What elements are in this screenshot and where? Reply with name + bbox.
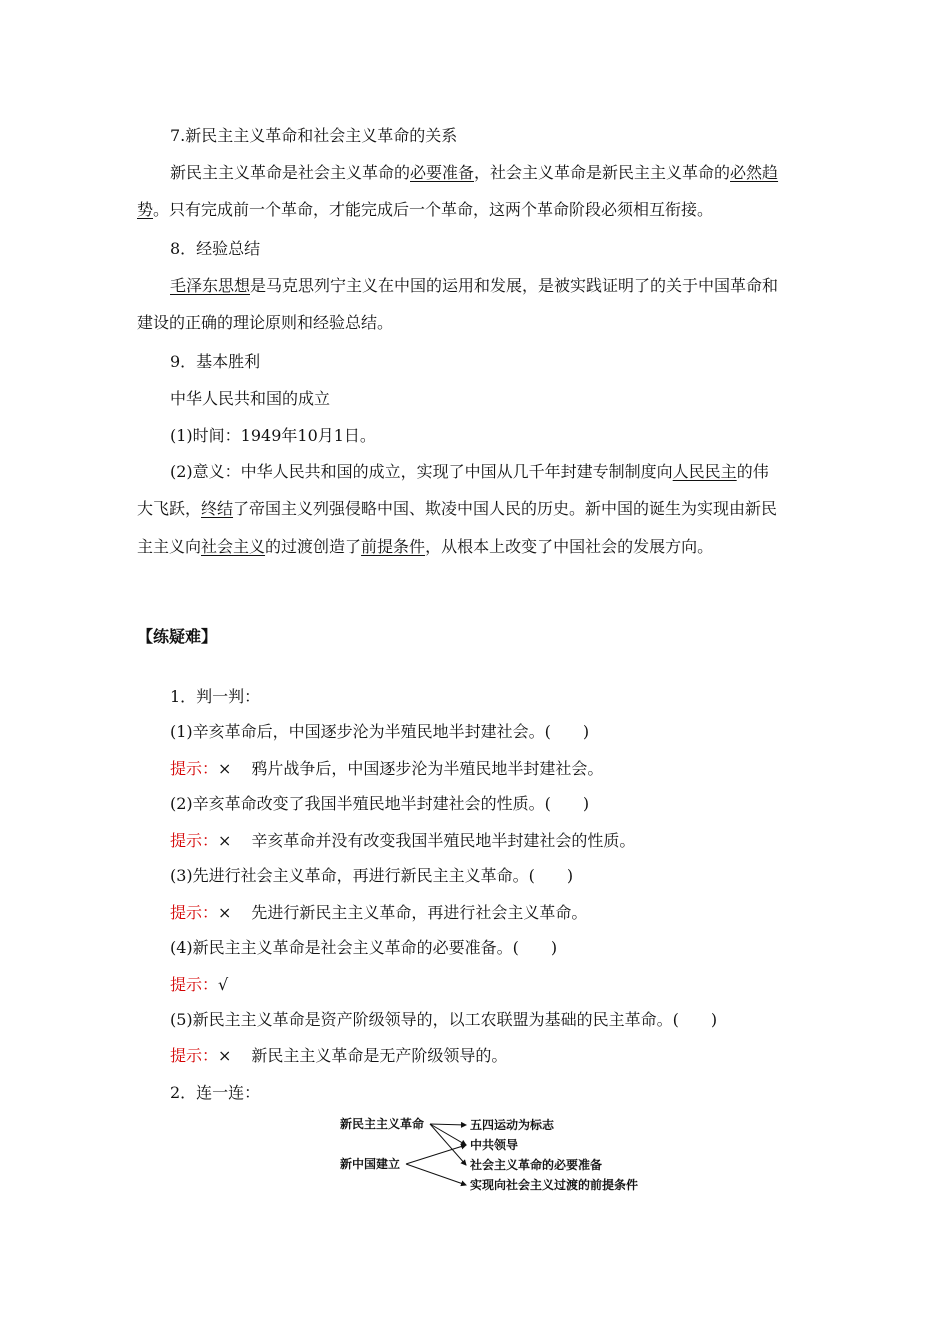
hint-label: 提示： [170, 975, 219, 994]
underlined-term: 必然趋 [730, 163, 779, 182]
question-5: (5)新民主主义革命是资产阶级领导的，以工农联盟为基础的民主革命。( ) [170, 1010, 718, 1029]
hint-4: 提示：√ [170, 975, 229, 994]
underlined-term: 必要准备 [410, 163, 475, 182]
question-1: (1)辛亥革命后，中国逐步沦为半殖民地半封建社会。( ) [170, 722, 590, 741]
section-8-line-1: 毛泽东思想是马克思列宁主义在中国的运用和发展，是被实践证明了的关于中国革命和 [170, 276, 779, 295]
section-9-meaning-line-1: (2)意义：中华人民共和国的成立，实现了中国从几千年封建专制制度向人民民主的伟 [170, 462, 769, 481]
section-9-meaning-line-2: 大飞跃，终结了帝国主义列强侵略中国、欺凌中国人民的历史。新中国的诞生为实现由新民 [137, 499, 778, 518]
diagram-right-3: 社会主义革命的必要准备 [470, 1158, 603, 1172]
connector-line [406, 1164, 466, 1185]
underlined-term: 终结 [201, 499, 234, 518]
diagram-right-1: 五四运动为标志 [470, 1118, 555, 1132]
hint-2: 提示：× 辛亥革命并没有改变我国半殖民地半封建社会的性质。 [170, 831, 636, 850]
connector-line [430, 1124, 466, 1165]
section-9-time: (1)时间：1949年10月1日。 [170, 426, 376, 445]
hint-3: 提示：× 先进行新民主主义革命，再进行社会主义革命。 [170, 903, 588, 922]
section-8-heading: 8．经验总结 [170, 239, 261, 258]
hint-label: 提示： [170, 1046, 219, 1065]
connector-line [430, 1124, 466, 1145]
underlined-term: 社会主义 [201, 537, 266, 556]
judge-heading: 1．判一判： [170, 687, 261, 706]
underlined-term: 人民民主 [672, 462, 737, 481]
diagram-left-1: 新民主主义革命 [340, 1117, 425, 1131]
diagram-right-4: 实现向社会主义过渡的前提条件 [470, 1178, 639, 1192]
diagram-left-2: 新中国建立 [340, 1157, 401, 1171]
hint-label: 提示： [170, 903, 219, 922]
section-8-line-2: 建设的正确的理论原则和经验总结。 [137, 313, 394, 332]
practice-title: 【练疑难】 [137, 627, 218, 646]
hint-label: 提示： [170, 831, 219, 850]
hint-5: 提示：× 新民主主义革命是无产阶级领导的。 [170, 1046, 508, 1065]
question-4: (4)新民主主义革命是社会主义革命的必要准备。( ) [170, 938, 558, 957]
question-3: (3)先进行社会主义革命，再进行新民主主义革命。( ) [170, 866, 574, 885]
section-9-meaning-line-3: 主主义向社会主义的过渡创造了前提条件，从根本上改变了中国社会的发展方向。 [137, 537, 714, 556]
section-9-subheading: 中华人民共和国的成立 [170, 389, 331, 408]
underlined-term: 前提条件 [361, 537, 426, 556]
diagram-right-2: 中共领导 [470, 1138, 519, 1152]
connect-diagram [330, 1108, 670, 1200]
connector-line [430, 1124, 466, 1125]
hint-1: 提示：× 鸦片战争后，中国逐步沦为半殖民地半封建社会。 [170, 759, 604, 778]
connect-heading: 2．连一连： [170, 1083, 261, 1102]
section-7-line-2: 势。只有完成前一个革命，才能完成后一个革命，这两个革命阶段必须相互衔接。 [137, 200, 714, 219]
section-7-line-1: 新民主主义革命是社会主义革命的必要准备，社会主义革命是新民主主义革命的必然趋 [170, 163, 779, 182]
underlined-term: 势 [137, 200, 154, 219]
section-7-heading: 7.新民主主义革命和社会主义革命的关系 [170, 126, 458, 145]
underlined-term: 毛泽东思想 [170, 276, 251, 295]
question-2: (2)辛亥革命改变了我国半殖民地半封建社会的性质。( ) [170, 794, 590, 813]
hint-label: 提示： [170, 759, 219, 778]
section-9-heading: 9．基本胜利 [170, 352, 261, 371]
